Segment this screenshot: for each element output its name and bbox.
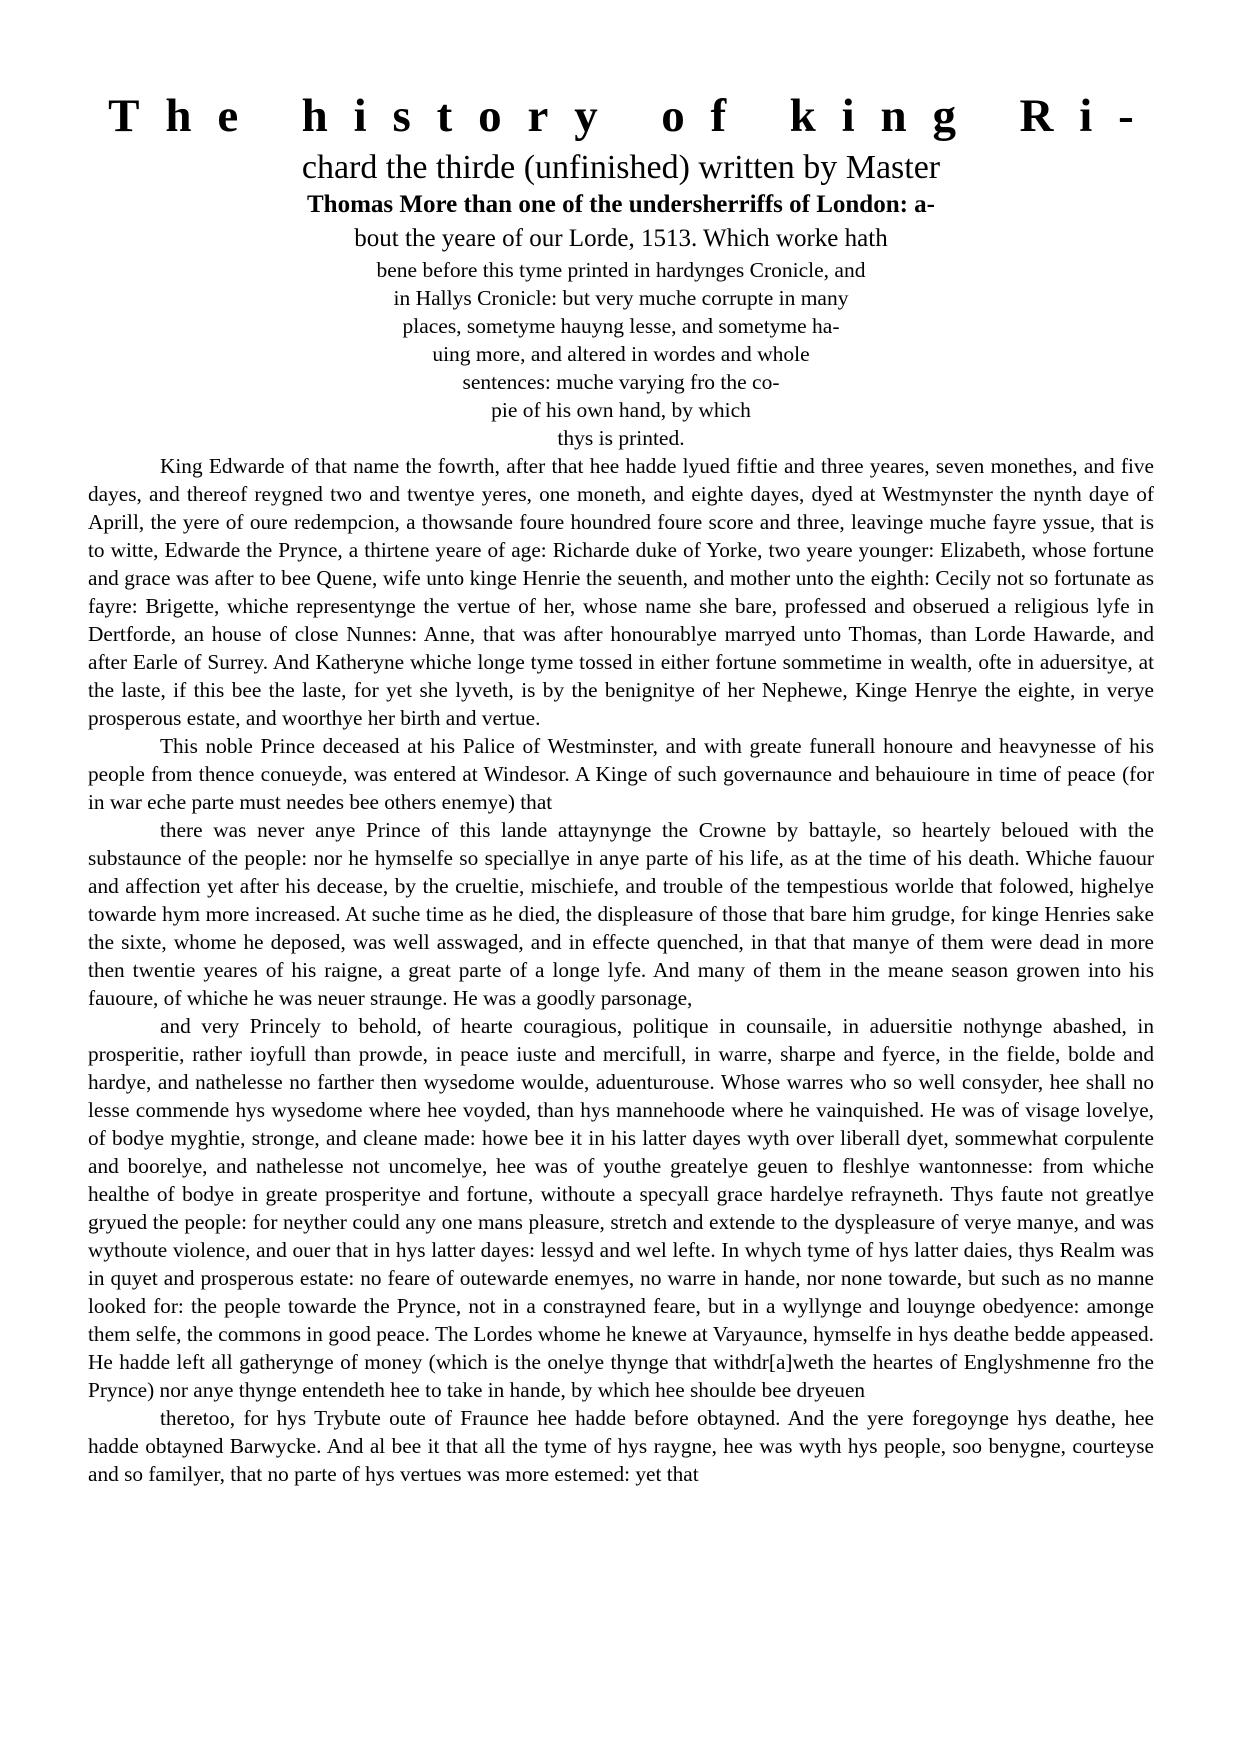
title-line-4: bout the yeare of our Lorde, 1513. Which worke hath	[354, 225, 888, 252]
title-line-8: uing more, and altered in wordes and whole	[432, 342, 810, 366]
title-line-3: Thomas More than one of the undersherriffs of London: a-	[306, 191, 935, 218]
title-block	[88, 84, 1160, 452]
body-text	[88, 452, 1154, 1488]
paragraph: This noble Prince deceased at his Palice of Westminster, and with greate funerall honoure and heavynesse of his people from thence conueyde, was entered at Windesor. A Kinge of such governaunce and behauioure in time of peace (for in war eche parte must needes bee others enemye) that	[88, 734, 1154, 814]
paragraph: there was never anye Prince of this lande attaynynge the Crowne by battayle, so heartely beloued with the substaunce of the people: nor he hymselfe so speciallye in anye parte of his life, as at the time of his death. Whiche fauour and affection yet after his decease, by the crueltie, mischiefe, and trouble of the tempestious worlde that folowed, highelye towarde hym more increased. At suche time as he died, the displeasure of those that bare him grudge, for kinge Henries sake the sixte, whome he deposed, was well asswaged, and in effecte quenched, in that that manye of them were dead in more then twentie yeares of his raigne, a great parte of a longe lyfe. And many of them in the meane season growen into his fauoure, of whiche he was neuer straunge. He was a goodly parsonage,	[88, 818, 1154, 1010]
title-line-2: chard the thirde (unfinished) written by Master	[301, 149, 941, 186]
paragraph: theretoo, for hys Trybute oute of Fraunce hee hadde before obtayned. And the yere foregoynge hys deathe, hee hadde obtayned Barwycke. And al bee it that all the tyme of hys raygne, hee was wyth hys people, soo benygne, courteyse and so familyer, that no parte of hys vertues was more estemed: yet that	[88, 1406, 1154, 1486]
title-line-1: The history of king Ri-	[108, 90, 1160, 142]
title-line-10: pie of his own hand, by which	[491, 398, 751, 422]
document-page	[88, 84, 1160, 1488]
title-line-9: sentences: muche varying fro the co-	[462, 370, 780, 394]
paragraph: and very Princely to behold, of hearte couragious, politique in counsaile, in aduersitie nothynge abashed, in prosperitie, rather ioyfull than prowde, in peace iuste and mercifull, in warre, sharpe and fyerce, in the fielde, bolde and hardye, and nathelesse no farther then wysedome woulde, aduenturouse. Whose warres who so well consyder, hee shall no lesse commende hys wysedome where hee voyded, than hys mannehoode where he vainquished. He was of visage lovelye, of bodye myghtie, stronge, and cleane made: howe bee it in his latter dayes wyth over liberall dyet, sommewhat corpulente and boorelye, and nathelesse not uncomelye, hee was of youthe greatelye geuen to fleshlye wantonnesse: from whiche healthe of bodye in greate prosperitye and fortune, withoute a specyall grace hardelye refrayneth. Thys faute not greatlye gryued the people: for neyther could any one mans pleasure, stretch and extende to the dyspleasure of verye manye, and was wythoute violence, and ouer that in hys latter dayes: lessyd and wel lefte. In whych tyme of hys latter daies, thys Realm was in quyet and prosperous estate: no feare of outewarde enemyes, no warre in hande, nor none towarde, but such as no manne looked for: the people towarde the Prynce, not in a constrayned feare, but in a wyllynge and louynge obedyence: amonge them selfe, the commons in good peace. The Lordes whome he knewe at Varyaunce, hymselfe in hys deathe bedde appeased. He hadde left all gatherynge of money (which is the onelye thynge that withdr[a]weth the heartes of Englyshmenne fro the Prynce) nor anye thynge entendeth hee to take in hande, by which hee shoulde bee dryeuen	[88, 1014, 1154, 1402]
title-line-11: thys is printed.	[557, 426, 685, 450]
title-line-5: bene before this tyme printed in hardynges Cronicle, and	[376, 258, 866, 282]
paragraph: King Edwarde of that name the fowrth, after that hee hadde lyued fiftie and three yeares, seven monethes, and five dayes, and thereof reygned two and twentye yeres, one moneth, and eighte dayes, dyed at Westmynster the nynth daye of Aprill, the yere of oure redempcion, a thowsande foure houndred foure score and three, leavinge muche fayre yssue, that is to witte, Edwarde the Prynce, a thirtene yeare of age: Richarde duke of Yorke, two yeare younger: Elizabeth, whose fortune and grace was after to bee Quene, wife unto kinge Henrie the seuenth, and mother unto the eighth: Cecily not so fortunate as fayre: Brigette, whiche representynge the vertue of her, whose name she bare, professed and obserued a religious lyfe in Dertforde, an house of close Nunnes: Anne, that was after honourablye marryed unto Thomas, than Lorde Hawarde, and after Earle of Surrey. And Katheryne whiche longe tyme tossed in either fortune sommetime in wealth, ofte in aduersitye, at the laste, if this bee the laste, for yet she lyveth, is by the benignitye of her Nephewe, Kinge Henrye the eighte, in verye prosperous estate, and woorthye her birth and vertue.	[88, 454, 1154, 730]
title-line-6: in Hallys Cronicle: but very muche corrupte in many	[393, 286, 849, 310]
title-line-7: places, sometyme hauyng lesse, and sometyme ha-	[402, 314, 840, 338]
